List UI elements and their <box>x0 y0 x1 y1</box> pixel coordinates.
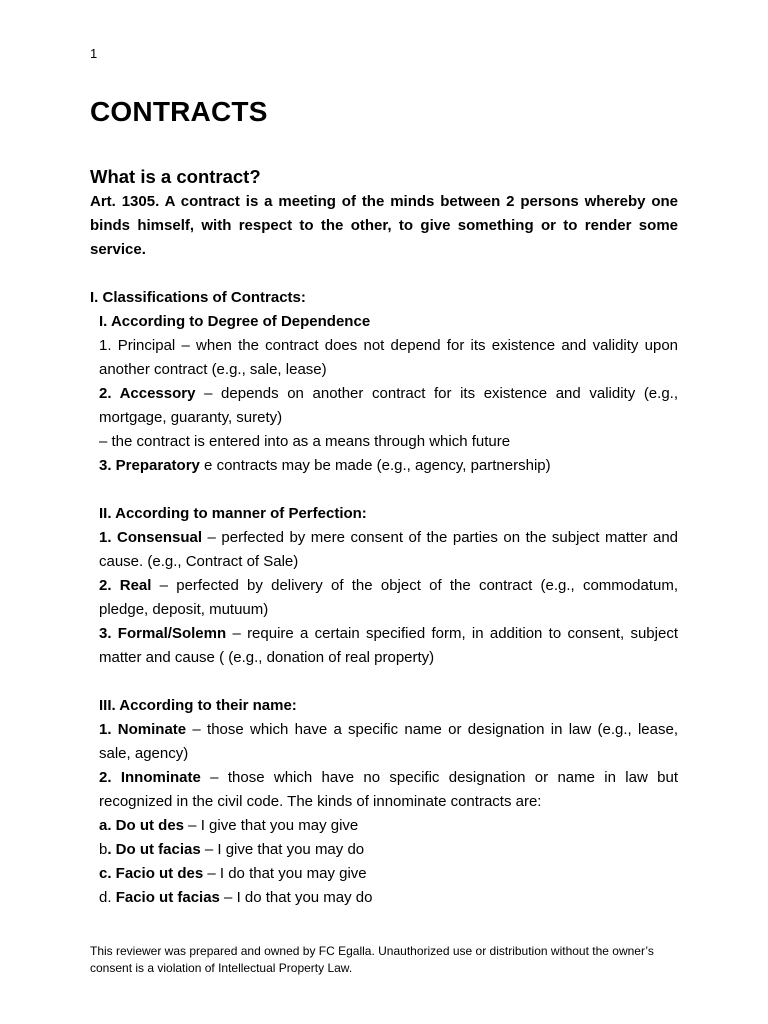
section3-heading: III. According to their name: <box>99 697 297 714</box>
section2-heading: II. According to manner of Perfection: <box>99 505 367 522</box>
formal-item <box>90 622 678 670</box>
real-text: – perfected by delivery of the object of the contract (e.g., commodatum, pledge, deposit, mutuum) <box>99 577 678 618</box>
do-ut-des-text: – I give that you may give <box>184 817 359 834</box>
consensual-item <box>90 526 678 574</box>
do-ut-des-item <box>90 814 678 838</box>
means-line: – the contract is entered into as a means through which future <box>99 433 511 450</box>
document-title: CONTRACTS <box>90 96 268 127</box>
copyright-footer: This reviewer was prepared and owned by FC Egalla. Unauthorized use or distribution without the owner’s consent is a violation of Intellectual Property Law. <box>90 944 654 975</box>
facio-ut-des-item <box>90 862 678 886</box>
preparatory-item <box>90 454 678 478</box>
real-item <box>90 574 678 622</box>
do-ut-facias-item <box>90 838 678 862</box>
do-ut-facias-term: . Do ut facias <box>107 841 201 858</box>
accessory-item <box>90 382 678 430</box>
nominate-text: – those which have a specific name or designation in law (e.g., lease, sale, agency) <box>99 721 678 762</box>
principal-item: 1. Principal – when the contract does not depend for its existence and validity upon another contract (e.g., sale, lease) <box>99 337 678 378</box>
formal-text: – require a certain specified form, in addition to consent, subject matter and cause ( (e.g., donation of real property) <box>99 625 678 666</box>
article-definition: Art. 1305. A contract is a meeting of the minds between 2 persons whereby one binds himself, with respect to the other, to give something or to render some service. <box>90 193 678 258</box>
innominate-item <box>90 766 678 814</box>
facio-ut-des-text: – I do that you may give <box>203 865 367 882</box>
do-ut-des-term: a. Do ut des <box>99 817 185 834</box>
consensual-term: 1. Consensual <box>99 529 203 546</box>
do-ut-facias-prefix: b <box>99 841 108 858</box>
page-number: 1 <box>90 46 98 61</box>
spacer <box>90 478 678 502</box>
facio-ut-facias-prefix: d. <box>99 889 116 906</box>
classifications-content <box>90 286 678 910</box>
facio-ut-facias-term: Facio ut facias <box>115 889 220 906</box>
spacer <box>90 670 678 694</box>
innominate-term: 2. Innominate <box>99 769 201 786</box>
accessory-text: – depends on another contract for its existence and validity (e.g., mortgage, guaranty, surety) <box>99 385 678 426</box>
classifications-heading: I. Classifications of Contracts: <box>90 289 306 306</box>
preparatory-text: e contracts may be made (e.g., agency, partnership) <box>199 457 551 474</box>
real-term: 2. Real <box>99 577 152 594</box>
nominate-term: 1. Nominate <box>99 721 187 738</box>
facio-ut-facias-item <box>90 886 678 910</box>
section1-heading: I. According to Degree of Dependence <box>99 313 371 330</box>
preparatory-term: 3. Preparatory <box>99 457 200 474</box>
nominate-item <box>90 718 678 766</box>
facio-ut-des-term: c. Facio ut des <box>99 865 204 882</box>
innominate-text: – those which have no specific designation or name in law but recognized in the civil code. The kinds of innominate contracts are: <box>99 769 678 810</box>
facio-ut-facias-text: – I do that you may do <box>219 889 373 906</box>
section-question: What is a contract? <box>90 166 261 187</box>
do-ut-facias-text: – I give that you may do <box>200 841 365 858</box>
consensual-text: – perfected by mere consent of the parties on the subject matter and cause. (e.g., Contract of Sale) <box>99 529 678 570</box>
accessory-term: 2. Accessory <box>99 385 196 402</box>
formal-term: 3. Formal/Solemn <box>99 625 227 642</box>
